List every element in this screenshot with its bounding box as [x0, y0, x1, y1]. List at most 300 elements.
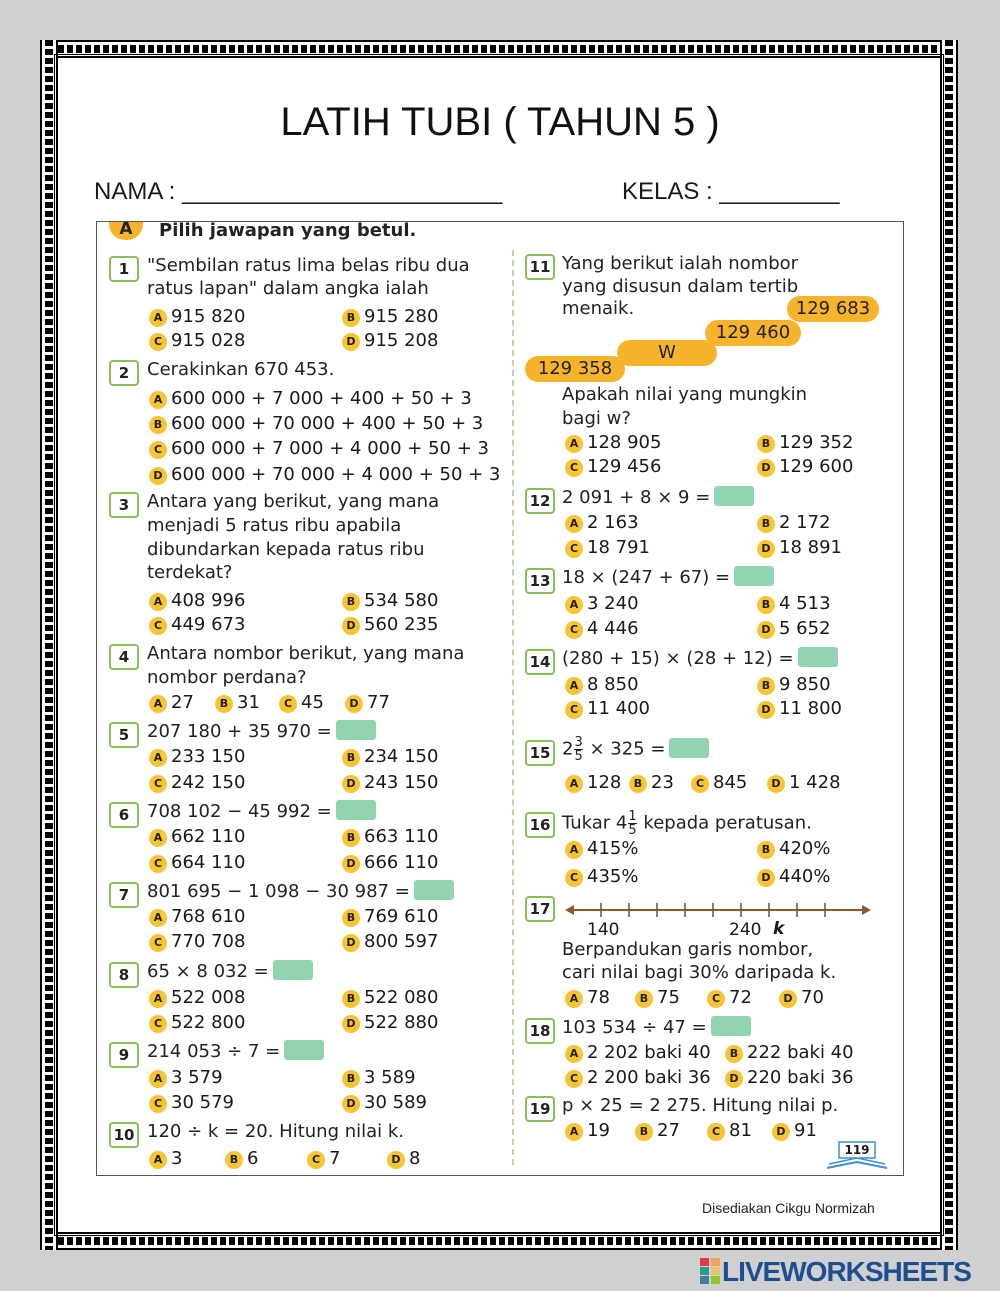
brand-logo[interactable] — [700, 1256, 971, 1288]
option-c[interactable] — [565, 537, 650, 558]
option-letter: A — [149, 990, 167, 1008]
option-value: 27 — [657, 1120, 680, 1141]
option-c[interactable] — [565, 698, 650, 719]
question-text: ratus lapan" dalam angka ialah — [147, 278, 429, 299]
fraction-numerator: 1 — [628, 809, 637, 824]
question-number: 7 — [109, 882, 139, 908]
option-letter: D — [342, 934, 360, 952]
option-letter: C — [707, 1123, 725, 1141]
answer-box[interactable] — [414, 880, 454, 900]
option-c[interactable] — [149, 1092, 234, 1113]
option-c[interactable] — [149, 438, 489, 459]
question-number: 5 — [109, 722, 139, 748]
mixed-whole: 2 — [562, 738, 574, 760]
option-b[interactable] — [757, 838, 830, 859]
option-value: 770 708 — [171, 931, 246, 952]
option-letter: A — [565, 775, 583, 793]
option-d[interactable] — [757, 866, 830, 887]
option-c[interactable] — [707, 987, 752, 1008]
equation: 214 053 ÷ 7 = — [147, 1041, 281, 1062]
option-a[interactable] — [149, 692, 194, 713]
footer-credit: Disediakan Cikgu Normizah — [702, 1200, 875, 1216]
option-a[interactable] — [565, 987, 610, 1008]
option-letter: C — [565, 869, 583, 887]
option-letter: B — [149, 416, 167, 434]
option-letter: C — [149, 1095, 167, 1113]
option-letter: A — [149, 749, 167, 767]
option-value: 800 597 — [364, 931, 439, 952]
sequence-pill: 129 358 — [525, 356, 625, 382]
option-letter: A — [149, 1151, 167, 1169]
option-c[interactable] — [149, 772, 245, 793]
equation: 207 180 + 35 970 = — [147, 721, 332, 742]
option-value: 6 — [247, 1148, 259, 1169]
option-a[interactable] — [149, 906, 245, 927]
option-value: 522 008 — [171, 987, 246, 1008]
option-a[interactable] — [565, 838, 638, 859]
question-number: 12 — [525, 488, 555, 514]
number-line — [565, 898, 871, 922]
page-title: LATIH TUBI ( TAHUN 5 ) — [280, 100, 720, 144]
option-letter: B — [757, 677, 775, 695]
option-value: 128 905 — [587, 432, 662, 453]
option-value: 128 — [587, 772, 622, 793]
option-c[interactable] — [149, 614, 245, 635]
option-value: 2 200 baki 36 — [587, 1067, 711, 1088]
answer-box[interactable] — [669, 738, 709, 758]
option-c[interactable] — [279, 692, 324, 713]
question-number: 15 — [525, 740, 555, 766]
liveworksheets-logo-icon — [700, 1258, 720, 1284]
option-c[interactable] — [565, 456, 661, 477]
option-value: 845 — [713, 772, 748, 793]
question-text: bagi w? — [562, 408, 631, 429]
fraction-denominator: 5 — [574, 749, 583, 764]
option-value: 3 589 — [364, 1067, 416, 1088]
option-letter: B — [215, 695, 233, 713]
option-d[interactable] — [342, 772, 438, 793]
question-number: 13 — [525, 568, 555, 594]
question-text: 120 ÷ k = 20. Hitung nilai k. — [147, 1121, 405, 1142]
option-a[interactable] — [149, 826, 245, 847]
option-value: 19 — [587, 1120, 610, 1141]
option-letter: D — [342, 617, 360, 635]
option-value: 233 150 — [171, 746, 246, 767]
question-text — [562, 647, 838, 671]
option-value: 77 — [367, 692, 390, 713]
option-letter: A — [149, 391, 167, 409]
option-letter: D — [725, 1070, 743, 1088]
option-a[interactable] — [149, 590, 245, 611]
option-b[interactable] — [757, 512, 831, 533]
option-b[interactable] — [149, 413, 483, 434]
option-letter: B — [757, 515, 775, 533]
fraction-denominator: 5 — [628, 823, 637, 838]
option-letter: B — [725, 1045, 743, 1063]
option-value: 663 110 — [364, 826, 439, 847]
option-value: 769 610 — [364, 906, 439, 927]
option-value: 23 — [651, 772, 674, 793]
option-letter: D — [345, 695, 363, 713]
option-d[interactable] — [342, 1092, 427, 1113]
option-a[interactable] — [565, 1042, 711, 1063]
question-number: 11 — [525, 254, 555, 280]
answer-box[interactable] — [284, 1040, 324, 1060]
question-suffix: kepada peratusan. — [643, 812, 812, 834]
option-d[interactable] — [757, 537, 842, 558]
option-d[interactable] — [149, 464, 500, 485]
option-letter: C — [707, 990, 725, 1008]
number-line-label: 140 — [587, 920, 620, 940]
equation: × 325 = — [589, 738, 666, 760]
question-number: 8 — [109, 962, 139, 988]
option-value: 600 000 + 7 000 + 4 000 + 50 + 3 — [171, 438, 489, 459]
question-number: 19 — [525, 1096, 555, 1122]
option-letter: D — [342, 1015, 360, 1033]
option-a[interactable] — [149, 306, 245, 327]
fraction — [574, 736, 582, 763]
page-number-book-icon — [825, 1140, 889, 1170]
option-value: 560 235 — [364, 614, 439, 635]
option-letter: C — [565, 701, 583, 719]
option-b[interactable] — [635, 987, 680, 1008]
option-letter: A — [565, 515, 583, 533]
question-text — [562, 736, 709, 763]
section-badge: A — [109, 221, 143, 240]
option-value: 449 673 — [171, 614, 246, 635]
question-text — [562, 1016, 751, 1040]
option-b[interactable] — [215, 692, 260, 713]
option-d[interactable] — [342, 852, 438, 873]
option-letter: C — [149, 1015, 167, 1033]
option-b[interactable] — [342, 987, 438, 1008]
option-d[interactable] — [342, 330, 438, 351]
question-number: 9 — [109, 1042, 139, 1068]
option-letter: C — [565, 1070, 583, 1088]
option-value: 18 891 — [779, 537, 842, 558]
option-letter: A — [149, 309, 167, 327]
option-b[interactable] — [225, 1148, 258, 1169]
option-c[interactable] — [149, 931, 245, 952]
answer-box[interactable] — [714, 486, 754, 506]
option-letter: B — [757, 596, 775, 614]
option-letter: D — [757, 701, 775, 719]
option-d[interactable] — [345, 692, 390, 713]
option-value: 915 208 — [364, 330, 439, 351]
option-value: 2 172 — [779, 512, 831, 533]
equation: 708 102 − 45 992 = — [147, 801, 332, 822]
option-letter: B — [342, 909, 360, 927]
option-c[interactable] — [149, 852, 245, 873]
answer-box[interactable] — [734, 566, 774, 586]
question-text — [147, 880, 454, 904]
option-d[interactable] — [757, 698, 842, 719]
option-c[interactable] — [565, 1067, 711, 1088]
option-letter: D — [757, 869, 775, 887]
option-letter: A — [565, 841, 583, 859]
option-value: 27 — [171, 692, 194, 713]
option-b[interactable] — [629, 772, 674, 793]
option-d[interactable] — [725, 1067, 854, 1088]
section-title: Pilih jawapan yang betul. — [159, 221, 417, 241]
option-d[interactable] — [342, 1012, 438, 1033]
option-value: 3 240 — [587, 593, 639, 614]
option-c[interactable] — [149, 330, 245, 351]
option-c[interactable] — [307, 1148, 340, 1169]
option-letter: B — [342, 593, 360, 611]
option-value: 5 652 — [779, 618, 831, 639]
option-b[interactable] — [725, 1042, 854, 1063]
option-d[interactable] — [757, 456, 853, 477]
question-text: menaik. — [562, 298, 635, 319]
option-letter: C — [691, 775, 709, 793]
option-d[interactable] — [757, 618, 831, 639]
option-value: 11 400 — [587, 698, 650, 719]
option-value: 220 baki 36 — [747, 1067, 854, 1088]
option-letter: A — [149, 695, 167, 713]
option-b[interactable] — [342, 590, 438, 611]
option-b[interactable] — [757, 674, 831, 695]
option-c[interactable] — [149, 1012, 245, 1033]
option-letter: B — [342, 829, 360, 847]
option-letter: D — [757, 459, 775, 477]
answer-box[interactable] — [798, 647, 838, 667]
number-line-label-k: k — [773, 919, 785, 939]
option-value: 18 791 — [587, 537, 650, 558]
question-text: Apakah nilai yang mungkin — [562, 384, 808, 405]
option-value: 3 — [171, 1148, 183, 1169]
option-letter: B — [225, 1151, 243, 1169]
option-value: 915 028 — [171, 330, 246, 351]
option-value: 915 820 — [171, 306, 246, 327]
option-value: 8 850 — [587, 674, 639, 695]
option-letter: B — [757, 841, 775, 859]
option-value: 534 580 — [364, 590, 439, 611]
option-value: 30 589 — [364, 1092, 427, 1113]
option-letter: A — [565, 677, 583, 695]
option-letter: D — [767, 775, 785, 793]
option-value: 30 579 — [171, 1092, 234, 1113]
option-a[interactable] — [149, 1067, 223, 1088]
option-a[interactable] — [565, 432, 661, 453]
number-line-label: 240 — [729, 920, 762, 940]
question-text — [562, 486, 754, 510]
question-text: yang disusun dalam tertib — [562, 276, 799, 297]
equation: 65 × 8 032 = — [147, 961, 269, 982]
question-text: cari nilai bagi 30% daripada k. — [562, 962, 837, 983]
option-value: 2 163 — [587, 512, 639, 533]
option-letter: D — [342, 775, 360, 793]
option-c[interactable] — [565, 618, 639, 639]
option-d[interactable] — [342, 614, 438, 635]
option-b[interactable] — [757, 432, 853, 453]
option-letter: D — [757, 621, 775, 639]
option-letter: B — [757, 435, 775, 453]
question-text — [147, 1040, 324, 1064]
option-letter: C — [149, 617, 167, 635]
option-value: 915 280 — [364, 306, 439, 327]
option-letter: B — [342, 990, 360, 1008]
option-value: 129 600 — [779, 456, 854, 477]
option-letter: D — [779, 990, 797, 1008]
answer-box[interactable] — [336, 800, 376, 820]
option-b[interactable] — [342, 746, 438, 767]
question-number: 18 — [525, 1018, 555, 1044]
question-text: Antara yang berikut, yang mana — [147, 491, 440, 512]
option-value: 662 110 — [171, 826, 246, 847]
option-value: 664 110 — [171, 852, 246, 873]
option-value: 415% — [587, 838, 639, 859]
option-letter: A — [565, 596, 583, 614]
column-divider — [512, 250, 514, 1165]
option-b[interactable] — [342, 906, 438, 927]
option-letter: C — [149, 441, 167, 459]
option-value: 129 456 — [587, 456, 662, 477]
option-letter: C — [565, 540, 583, 558]
option-value: 81 — [729, 1120, 752, 1141]
question-text: Cerakinkan 670 453. — [147, 359, 335, 380]
fraction — [628, 810, 636, 837]
sequence-pill: 129 460 — [705, 320, 801, 346]
option-d[interactable] — [342, 931, 438, 952]
option-letter: C — [565, 621, 583, 639]
option-letter: C — [307, 1151, 325, 1169]
option-a[interactable] — [565, 593, 639, 614]
question-text — [147, 960, 313, 984]
option-letter: D — [342, 1095, 360, 1113]
option-value: 1 428 — [789, 772, 841, 793]
option-b[interactable] — [342, 826, 438, 847]
option-value: 129 352 — [779, 432, 854, 453]
option-a[interactable] — [149, 388, 472, 409]
answer-box[interactable] — [273, 960, 313, 980]
option-letter: C — [149, 855, 167, 873]
option-a[interactable] — [565, 1120, 610, 1141]
option-letter: A — [149, 1070, 167, 1088]
option-value: 70 — [801, 987, 824, 1008]
option-value: 435% — [587, 866, 639, 887]
option-value: 11 800 — [779, 698, 842, 719]
option-value: 522 800 — [171, 1012, 246, 1033]
option-value: 3 579 — [171, 1067, 223, 1088]
option-d[interactable] — [772, 1120, 817, 1141]
option-value: 4 513 — [779, 593, 831, 614]
equation: 801 695 − 1 098 − 30 987 = — [147, 881, 410, 902]
option-letter: C — [149, 775, 167, 793]
option-letter: D — [387, 1151, 405, 1169]
option-value: 31 — [237, 692, 260, 713]
sequence-pill-w: W — [617, 340, 717, 366]
option-value: 522 080 — [364, 987, 439, 1008]
question-text: terdekat? — [147, 562, 233, 583]
option-letter: D — [342, 855, 360, 873]
option-letter: A — [565, 435, 583, 453]
answer-box[interactable] — [336, 720, 376, 740]
question-number: 14 — [525, 649, 555, 675]
option-a[interactable] — [149, 746, 245, 767]
question-number: 2 — [109, 360, 139, 386]
option-letter: A — [565, 990, 583, 1008]
option-d[interactable] — [767, 772, 841, 793]
question-number: 3 — [109, 492, 139, 518]
option-c[interactable] — [565, 866, 638, 887]
option-d[interactable] — [779, 987, 824, 1008]
question-text: menjadi 5 ratus ribu apabila — [147, 515, 402, 536]
option-value: 91 — [794, 1120, 817, 1141]
option-letter: D — [772, 1123, 790, 1141]
option-value: 768 610 — [171, 906, 246, 927]
question-number: 1 — [109, 256, 139, 282]
option-letter: C — [149, 934, 167, 952]
option-letter: D — [149, 467, 167, 485]
option-a[interactable] — [149, 987, 245, 1008]
option-letter: B — [342, 1070, 360, 1088]
option-value: 242 150 — [171, 772, 246, 793]
fraction-numerator: 3 — [574, 735, 583, 750]
option-b[interactable] — [635, 1120, 680, 1141]
option-b[interactable] — [342, 306, 438, 327]
option-letter: D — [757, 540, 775, 558]
question-number: 10 — [109, 1122, 139, 1148]
option-value: 600 000 + 70 000 + 400 + 50 + 3 — [171, 413, 484, 434]
answer-box[interactable] — [711, 1016, 751, 1036]
option-value: 522 880 — [364, 1012, 439, 1033]
equation: 103 534 ÷ 47 = — [562, 1017, 707, 1038]
option-a[interactable] — [565, 772, 621, 793]
page-number: 119 — [844, 1143, 870, 1157]
question-number: 17 — [525, 896, 555, 922]
question-text — [147, 720, 376, 744]
option-letter: B — [629, 775, 647, 793]
option-a[interactable] — [565, 512, 639, 533]
kelas-field[interactable]: KELAS : _________ — [622, 178, 840, 205]
option-value: 2 202 baki 40 — [587, 1042, 711, 1063]
option-letter: C — [149, 333, 167, 351]
equation: 2 091 + 8 × 9 = — [562, 487, 711, 508]
question-number: 4 — [109, 644, 139, 670]
option-value: 75 — [657, 987, 680, 1008]
option-c[interactable] — [691, 772, 747, 793]
sequence-pill: 129 683 — [787, 296, 879, 322]
option-a[interactable] — [149, 1148, 182, 1169]
option-c[interactable] — [707, 1120, 752, 1141]
option-value: 78 — [587, 987, 610, 1008]
question-text: nombor perdana? — [147, 667, 307, 688]
option-a[interactable] — [565, 674, 639, 695]
option-letter: B — [342, 309, 360, 327]
option-value: 4 446 — [587, 618, 639, 639]
question-text: dibundarkan kepada ratus ribu — [147, 539, 425, 560]
option-value: 45 — [301, 692, 324, 713]
option-value: 9 850 — [779, 674, 831, 695]
option-letter: B — [635, 990, 653, 1008]
question-text: p × 25 = 2 275. Hitung nilai p. — [562, 1095, 839, 1116]
option-value: 408 996 — [171, 590, 246, 611]
question-text — [562, 566, 774, 590]
question-text: "Sembilan ratus lima belas ribu dua — [147, 255, 470, 276]
option-letter: D — [342, 333, 360, 351]
option-b[interactable] — [757, 593, 831, 614]
question-number: 16 — [525, 812, 555, 838]
option-value: 600 000 + 7 000 + 400 + 50 + 3 — [171, 388, 472, 409]
brand-name: LIVEWORKSHEETS — [722, 1256, 971, 1287]
equation: 18 × (247 + 67) = — [562, 567, 731, 588]
option-d[interactable] — [387, 1148, 420, 1169]
option-b[interactable] — [342, 1067, 416, 1088]
question-text: Berpandukan garis nombor, — [562, 939, 814, 960]
option-value: 8 — [409, 1148, 421, 1169]
nama-field[interactable]: NAMA : ________________________ — [94, 178, 503, 205]
